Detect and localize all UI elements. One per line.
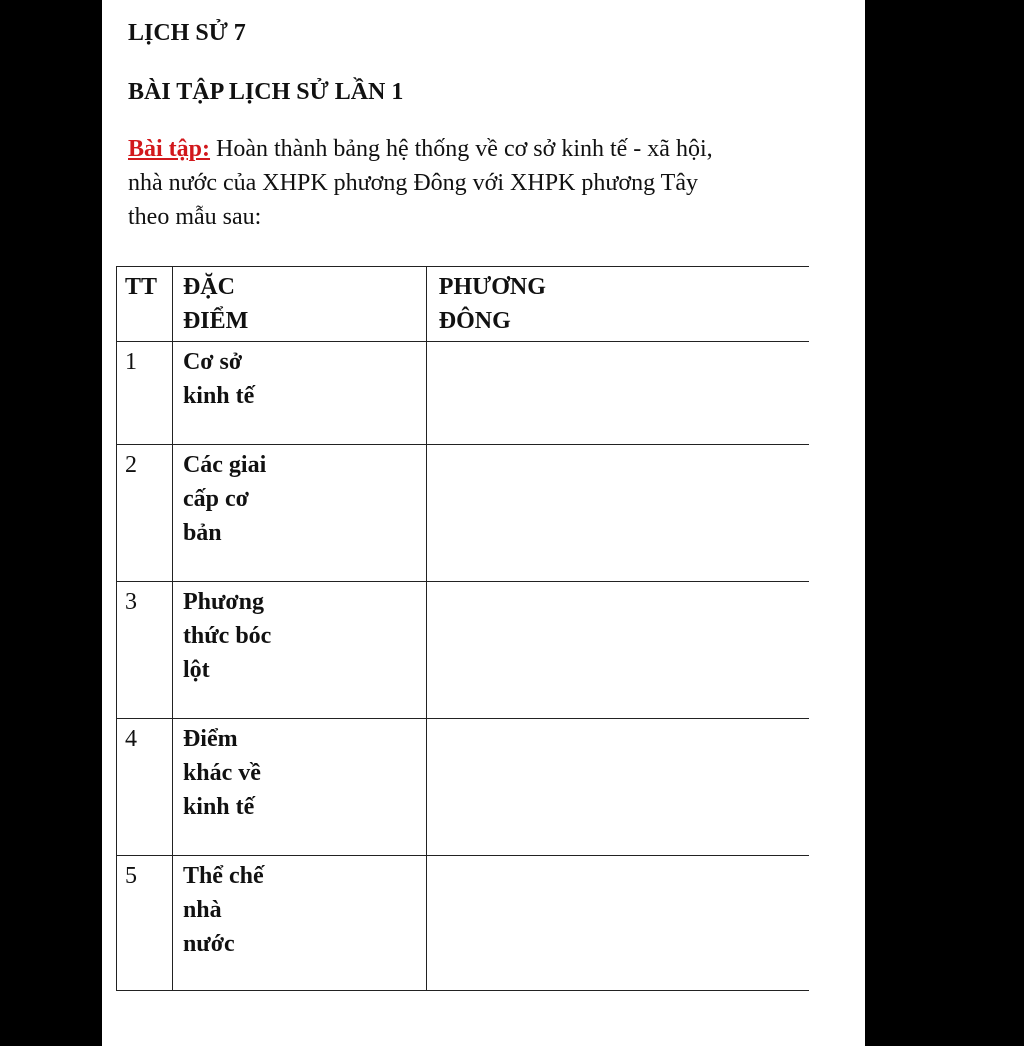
assignment-title: BÀI TẬP LỊCH SỬ LẦN 1 — [128, 79, 404, 105]
row-east-cell[interactable] — [426, 719, 809, 856]
row-number: 4 — [117, 719, 173, 856]
header-feature — [172, 267, 426, 342]
row-number: 5 — [117, 856, 173, 991]
exercise-paragraph — [128, 132, 728, 234]
row-east-cell[interactable] — [426, 856, 809, 991]
row-feature-text: Các giai cấp cơ bản — [182, 452, 267, 546]
comparison-table — [116, 266, 809, 991]
header-east-text: PHƯƠNG ĐÔNG — [438, 274, 546, 334]
table-header-row — [117, 267, 810, 342]
row-feature-text: Thể chế nhà nước — [182, 863, 264, 957]
row-east-cell[interactable] — [426, 445, 809, 582]
row-east-cell[interactable] — [426, 582, 809, 719]
row-feature — [172, 445, 426, 582]
table-row — [117, 856, 810, 991]
table-row — [117, 719, 810, 856]
row-feature — [172, 856, 426, 991]
table-row — [117, 342, 810, 445]
row-feature — [172, 719, 426, 856]
row-feature-text: Điểm khác về kinh tế — [182, 726, 261, 820]
document-page — [102, 0, 865, 1046]
header-east — [426, 267, 809, 342]
row-feature-text: Cơ sở kinh tế — [182, 349, 255, 409]
row-number: 1 — [117, 342, 173, 445]
row-east-cell[interactable] — [426, 342, 809, 445]
row-number: 3 — [117, 582, 173, 719]
table-row — [117, 445, 810, 582]
exercise-text: Hoàn thành bảng hệ thống về cơ sở kinh tế - xã hội, nhà nước của XHPK phương Đông với XHPK phương Tây theo mẫu sau: — [128, 136, 713, 230]
exercise-label: Bài tập: — [128, 136, 211, 162]
table-row — [117, 582, 810, 719]
row-number: 2 — [117, 445, 173, 582]
row-feature — [172, 582, 426, 719]
row-feature — [172, 342, 426, 445]
header-feature-text: ĐẶC ĐIỂM — [182, 274, 249, 334]
subject-heading: LỊCH SỬ 7 — [128, 20, 246, 46]
row-feature-text: Phương thức bóc lột — [182, 589, 272, 683]
header-tt: TT — [117, 267, 173, 342]
